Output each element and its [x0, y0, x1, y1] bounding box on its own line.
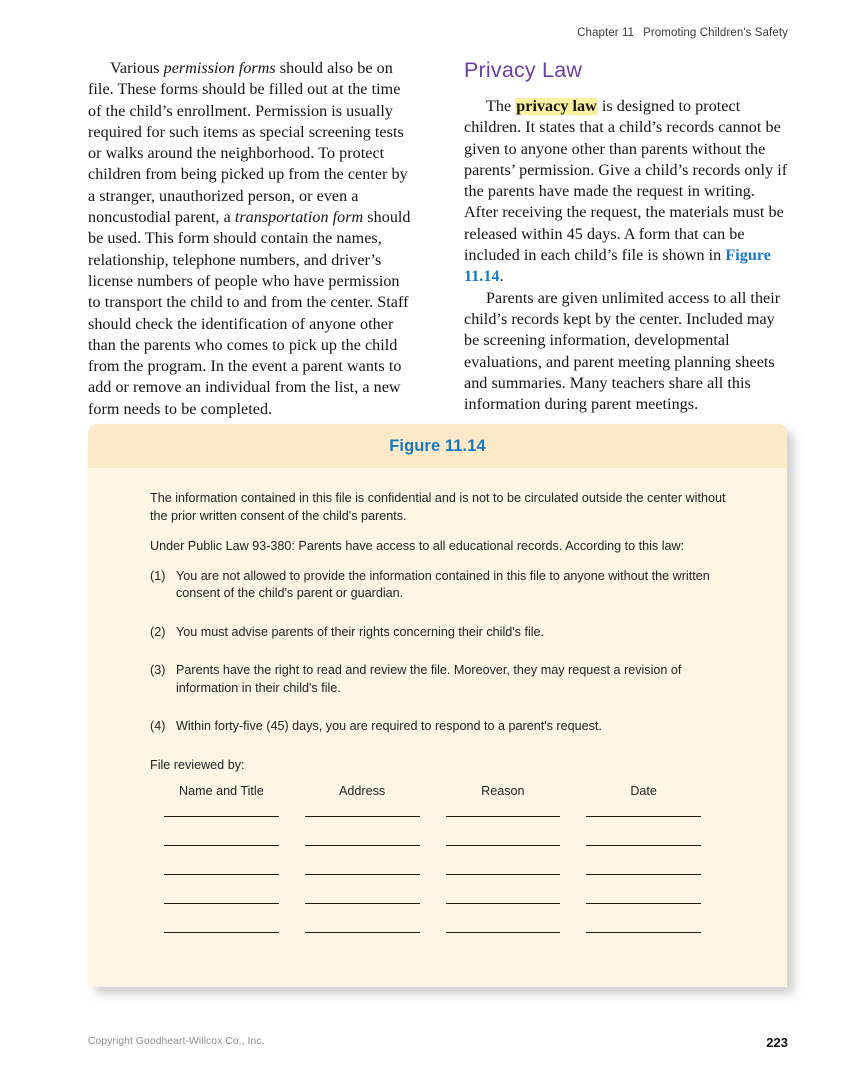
item-number: (1) [150, 568, 166, 583]
form-blank-line-reason[interactable] [446, 837, 561, 846]
form-blank-row [164, 924, 727, 933]
form-blank-line-date[interactable] [586, 924, 701, 933]
form-blank-line-name-and-title[interactable] [164, 924, 279, 933]
item-text: You must advise parents of their rights concerning their child's file. [176, 624, 545, 639]
italic-term-permission-forms: permission forms [163, 60, 276, 77]
signature-form-grid [164, 783, 727, 933]
form-blank-row [164, 808, 727, 817]
item-number: (3) [150, 663, 166, 677]
article-columns [88, 58, 788, 420]
running-head-chapter: Chapter 11 [577, 27, 635, 39]
form-blank-line-address[interactable] [305, 808, 420, 817]
figure-title: Figure 11.14 [389, 436, 486, 455]
footer-page-number: 223 [766, 1035, 788, 1050]
figure-numbered-item [150, 568, 727, 603]
form-blank-line-name-and-title[interactable] [164, 837, 279, 846]
text-run: is designed to protect children. It states that a child’s records cannot be given to anyone other than parents without the parents’ permission. Give a child’s records only if the parents have made the request in writing. After receiving the request, the materials must be released within 45 days. A form that can be included in each child’s file is shown in [464, 98, 788, 265]
figure-header [88, 424, 787, 468]
form-blank-line-address[interactable] [305, 866, 420, 875]
text-run: should also be on file. These forms should be filled out at the time of the child’s enrollment. Permission is usually required for such items as special screening tests or walks around the neighborhood. To protect children from being picked up from the center by a stranger, unauthorized person, or even a noncustodial parent, a [88, 60, 408, 227]
form-blank-row [164, 895, 727, 904]
form-blank-line-address[interactable] [305, 837, 420, 846]
left-column-paragraph [88, 58, 412, 420]
item-text: Parents have the right to read and review the file. Moreover, they may request a revision of information in their child's file. [176, 663, 682, 695]
figure-law-paragraph: Under Public Law 93-380: Parents have access to all educational records. According to this law: [150, 539, 685, 553]
form-blank-line-name-and-title[interactable] [164, 866, 279, 875]
form-column-headers [164, 783, 727, 801]
right-column-paragraph-1 [464, 96, 788, 288]
item-number: (4) [150, 719, 166, 733]
running-head [577, 27, 788, 39]
form-blank-line-reason[interactable] [446, 808, 561, 817]
running-head-title: Promoting Children's Safety [643, 27, 788, 39]
form-blank-line-date[interactable] [586, 808, 701, 817]
form-blank-line-reason[interactable] [446, 924, 561, 933]
form-blank-row [164, 866, 727, 875]
form-blank-line-date[interactable] [586, 895, 701, 904]
form-blank-row [164, 837, 727, 846]
figure-numbered-item [150, 662, 727, 697]
text-run: should be used. This form should contain the names, relationship, telephone numbers, and driver’s license numbers of people who have permission to transport the child to and from the center. Staff should check the identification of anyone other than the parents who comes to pick up the child from the program. In the event a parent wants to add or remove an individual from the list, a new form needs to be completed. [88, 209, 411, 418]
file-reviewed-by-label: File reviewed by: [150, 757, 245, 772]
form-blank-line-name-and-title[interactable] [164, 808, 279, 817]
form-column-header-address: Address [339, 784, 386, 798]
text-run: Various [110, 60, 164, 77]
form-blank-line-address[interactable] [305, 895, 420, 904]
right-column [464, 58, 788, 420]
section-heading-privacy-law: Privacy Law [464, 58, 583, 82]
italic-term-transportation-form: transportation form [234, 209, 364, 227]
highlighted-term-privacy-law: privacy law [516, 98, 597, 115]
figure-numbered-item [150, 624, 727, 642]
form-blank-line-name-and-title[interactable] [164, 895, 279, 904]
text-run: . [499, 268, 504, 286]
text-run: The [486, 98, 516, 115]
form-column-header-name-and-title: Name and Title [179, 784, 264, 798]
figure-box [88, 424, 787, 987]
item-number: (2) [150, 624, 166, 639]
figure-cross-reference-link[interactable]: Figure 11.14 [464, 247, 771, 286]
form-blank-line-address[interactable] [305, 924, 420, 933]
form-blank-line-reason[interactable] [446, 866, 561, 875]
form-blank-line-reason[interactable] [446, 895, 561, 904]
footer-copyright: Copyright Goodheart-Willcox Co., Inc. [88, 1036, 265, 1047]
figure-body [88, 468, 787, 987]
right-column-paragraph-2: Parents are given unlimited access to all their child’s records kept by the center. Included may be screening information, developmental evaluations, and parent meeting planning sheets and summaries. Many teachers share all this information during parent meetings. [464, 289, 781, 414]
figure-numbered-item [150, 718, 727, 736]
item-text: You are not allowed to provide the information contained in this file to anyone without the written consent of the child's parent or guardian. [176, 568, 710, 600]
form-column-header-date: Date [630, 784, 657, 798]
left-column [88, 58, 412, 420]
figure-intro-paragraph: The information contained in this file is confidential and is not to be circulated outside the center without the prior written consent of the child's parents. [150, 491, 726, 523]
form-column-header-reason: Reason [481, 784, 525, 798]
form-blank-line-date[interactable] [586, 837, 701, 846]
item-text: Within forty-five (45) days, you are required to respond to a parent's request. [176, 719, 602, 733]
form-blank-line-date[interactable] [586, 866, 701, 875]
